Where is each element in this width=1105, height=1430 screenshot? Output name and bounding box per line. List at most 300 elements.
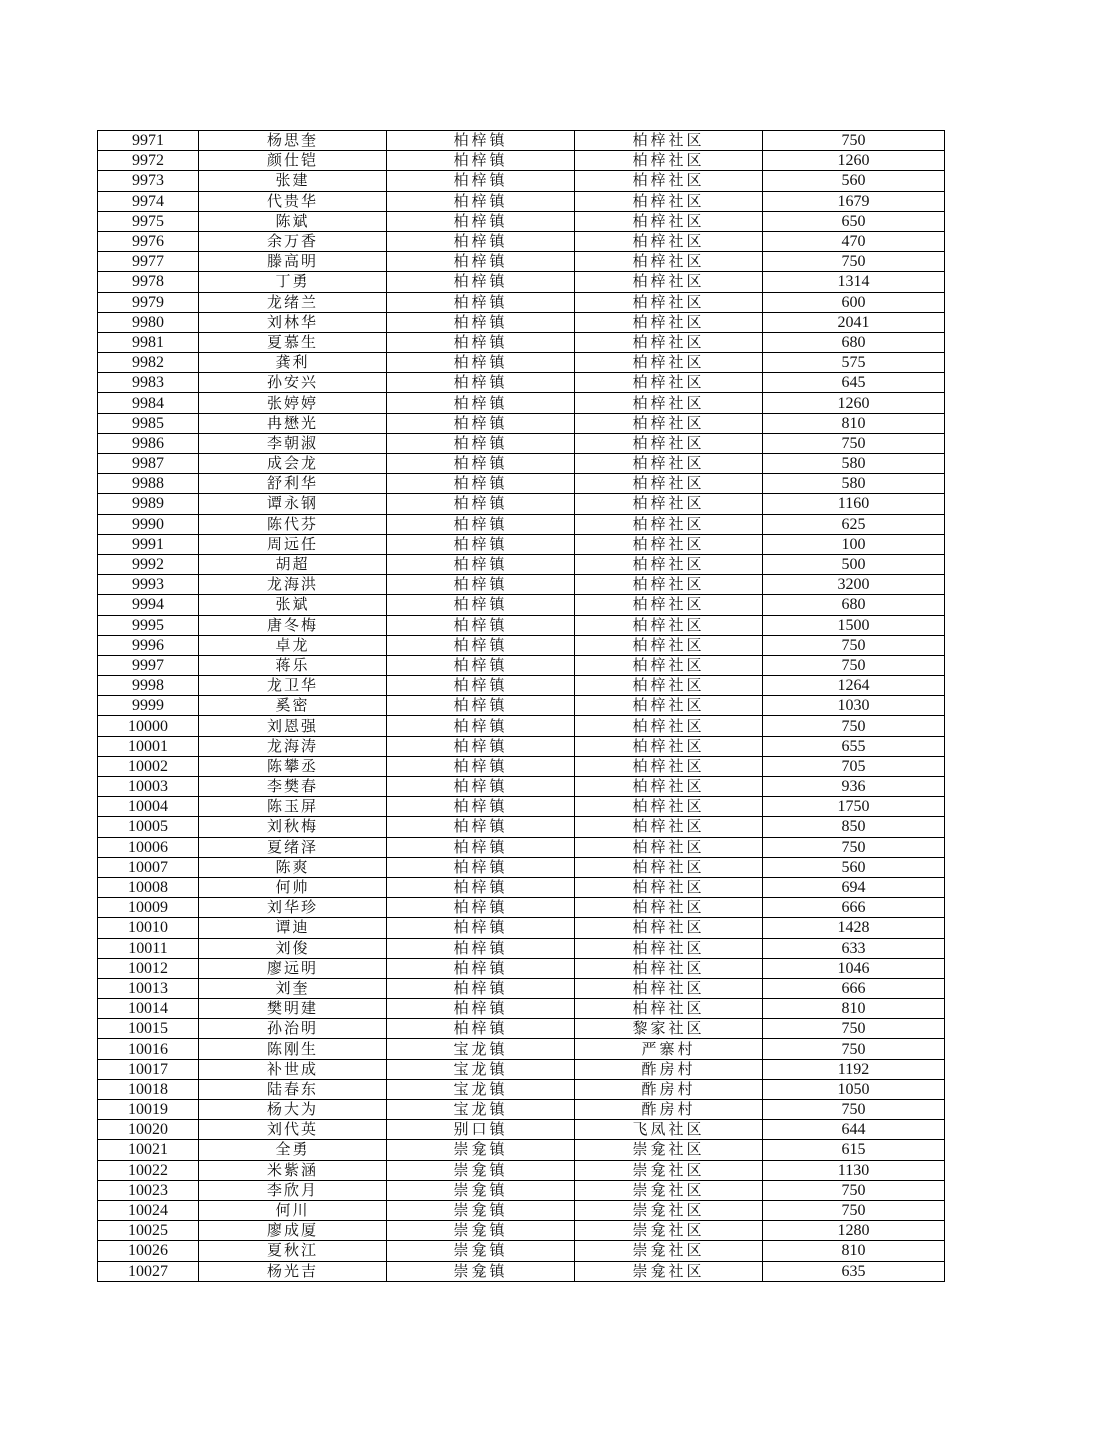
table-row [98, 898, 945, 918]
town-cell: 柏梓镇 [387, 797, 575, 817]
serial-number-cell: 9976 [98, 231, 199, 251]
person-name-cell: 刘林华 [199, 312, 387, 332]
community-cell: 柏梓社区 [575, 151, 763, 171]
town-cell: 柏梓镇 [387, 756, 575, 776]
serial-number-cell: 9975 [98, 211, 199, 231]
serial-number-cell: 10022 [98, 1160, 199, 1180]
community-cell: 柏梓社区 [575, 252, 763, 272]
person-name-cell: 谭迪 [199, 918, 387, 938]
table-row [98, 433, 945, 453]
person-name-cell: 杨大为 [199, 1100, 387, 1120]
table-row [98, 777, 945, 797]
person-name-cell: 代贵华 [199, 191, 387, 211]
town-cell: 柏梓镇 [387, 877, 575, 897]
serial-number-cell: 10002 [98, 756, 199, 776]
serial-number-cell: 10000 [98, 716, 199, 736]
person-name-cell: 陈玉屏 [199, 797, 387, 817]
serial-number-cell: 10004 [98, 797, 199, 817]
community-cell: 严寨村 [575, 1039, 763, 1059]
person-name-cell: 樊明建 [199, 999, 387, 1019]
town-cell: 柏梓镇 [387, 211, 575, 231]
person-name-cell: 龙绪兰 [199, 292, 387, 312]
serial-number-cell: 9985 [98, 413, 199, 433]
serial-number-cell: 10016 [98, 1039, 199, 1059]
community-cell: 柏梓社区 [575, 433, 763, 453]
table-row [98, 918, 945, 938]
table-row [98, 857, 945, 877]
serial-number-cell: 10007 [98, 857, 199, 877]
serial-number-cell: 10017 [98, 1059, 199, 1079]
amount-cell: 633 [763, 938, 945, 958]
person-name-cell: 陈刚生 [199, 1039, 387, 1059]
community-cell: 柏梓社区 [575, 635, 763, 655]
town-cell: 柏梓镇 [387, 696, 575, 716]
table-row [98, 292, 945, 312]
community-cell: 柏梓社区 [575, 272, 763, 292]
person-name-cell: 蒋乐 [199, 655, 387, 675]
amount-cell: 560 [763, 171, 945, 191]
community-cell: 柏梓社区 [575, 554, 763, 574]
town-cell: 柏梓镇 [387, 817, 575, 837]
amount-cell: 644 [763, 1120, 945, 1140]
community-cell: 柏梓社区 [575, 373, 763, 393]
person-name-cell: 张斌 [199, 595, 387, 615]
person-name-cell: 奚密 [199, 696, 387, 716]
town-cell: 柏梓镇 [387, 151, 575, 171]
town-cell: 崇龛镇 [387, 1200, 575, 1220]
amount-cell: 625 [763, 514, 945, 534]
table-row [98, 494, 945, 514]
person-name-cell: 刘奎 [199, 978, 387, 998]
town-cell: 宝龙镇 [387, 1059, 575, 1079]
community-cell: 黎家社区 [575, 1019, 763, 1039]
amount-cell: 560 [763, 857, 945, 877]
table-row [98, 1100, 945, 1120]
amount-cell: 1750 [763, 797, 945, 817]
town-cell: 崇龛镇 [387, 1221, 575, 1241]
community-cell: 崇龛社区 [575, 1140, 763, 1160]
table-row [98, 272, 945, 292]
town-cell: 柏梓镇 [387, 292, 575, 312]
amount-cell: 600 [763, 292, 945, 312]
amount-cell: 666 [763, 898, 945, 918]
table-row [98, 797, 945, 817]
amount-cell: 666 [763, 978, 945, 998]
table-row [98, 978, 945, 998]
community-cell: 柏梓社区 [575, 413, 763, 433]
person-name-cell: 孙安兴 [199, 373, 387, 393]
community-cell: 柏梓社区 [575, 494, 763, 514]
serial-number-cell: 10026 [98, 1241, 199, 1261]
town-cell: 柏梓镇 [387, 655, 575, 675]
town-cell: 柏梓镇 [387, 272, 575, 292]
person-name-cell: 舒利华 [199, 474, 387, 494]
table-row [98, 1019, 945, 1039]
amount-cell: 810 [763, 413, 945, 433]
serial-number-cell: 10001 [98, 736, 199, 756]
serial-number-cell: 10003 [98, 777, 199, 797]
community-cell: 柏梓社区 [575, 474, 763, 494]
town-cell: 柏梓镇 [387, 554, 575, 574]
amount-cell: 850 [763, 817, 945, 837]
town-cell: 柏梓镇 [387, 918, 575, 938]
serial-number-cell: 9990 [98, 514, 199, 534]
serial-number-cell: 10025 [98, 1221, 199, 1241]
community-cell: 柏梓社区 [575, 999, 763, 1019]
town-cell: 柏梓镇 [387, 494, 575, 514]
community-cell: 柏梓社区 [575, 676, 763, 696]
person-name-cell: 周远任 [199, 534, 387, 554]
town-cell: 柏梓镇 [387, 191, 575, 211]
person-name-cell: 陆春东 [199, 1079, 387, 1099]
serial-number-cell: 9988 [98, 474, 199, 494]
community-cell: 崇龛社区 [575, 1261, 763, 1281]
community-cell: 柏梓社区 [575, 898, 763, 918]
person-name-cell: 杨思奎 [199, 131, 387, 151]
community-cell: 柏梓社区 [575, 615, 763, 635]
amount-cell: 750 [763, 433, 945, 453]
community-cell: 柏梓社区 [575, 655, 763, 675]
person-name-cell: 谭永钢 [199, 494, 387, 514]
table-row [98, 1160, 945, 1180]
person-name-cell: 余万香 [199, 231, 387, 251]
community-cell: 柏梓社区 [575, 312, 763, 332]
serial-number-cell: 9984 [98, 393, 199, 413]
table-row [98, 635, 945, 655]
serial-number-cell: 9981 [98, 332, 199, 352]
serial-number-cell: 10023 [98, 1180, 199, 1200]
person-name-cell: 夏绪泽 [199, 837, 387, 857]
town-cell: 柏梓镇 [387, 958, 575, 978]
person-name-cell: 陈攀丞 [199, 756, 387, 776]
amount-cell: 750 [763, 131, 945, 151]
person-name-cell: 陈代芬 [199, 514, 387, 534]
community-cell: 柏梓社区 [575, 191, 763, 211]
community-cell: 柏梓社区 [575, 211, 763, 231]
community-cell: 酢房村 [575, 1100, 763, 1120]
community-cell: 崇龛社区 [575, 1221, 763, 1241]
amount-cell: 1160 [763, 494, 945, 514]
table-row [98, 1059, 945, 1079]
table-row [98, 413, 945, 433]
community-cell: 柏梓社区 [575, 231, 763, 251]
serial-number-cell: 10005 [98, 817, 199, 837]
serial-number-cell: 9972 [98, 151, 199, 171]
person-name-cell: 李樊春 [199, 777, 387, 797]
town-cell: 柏梓镇 [387, 171, 575, 191]
community-cell: 柏梓社区 [575, 454, 763, 474]
community-cell: 柏梓社区 [575, 938, 763, 958]
person-name-cell: 孙治明 [199, 1019, 387, 1039]
serial-number-cell: 9973 [98, 171, 199, 191]
amount-cell: 810 [763, 1241, 945, 1261]
table-row [98, 514, 945, 534]
table-row [98, 1079, 945, 1099]
person-name-cell: 李朝淑 [199, 433, 387, 453]
amount-cell: 580 [763, 474, 945, 494]
town-cell: 柏梓镇 [387, 938, 575, 958]
person-name-cell: 刘华珍 [199, 898, 387, 918]
town-cell: 柏梓镇 [387, 131, 575, 151]
table-row [98, 756, 945, 776]
serial-number-cell: 9974 [98, 191, 199, 211]
town-cell: 崇龛镇 [387, 1180, 575, 1200]
amount-cell: 500 [763, 554, 945, 574]
serial-number-cell: 10027 [98, 1261, 199, 1281]
serial-number-cell: 9994 [98, 595, 199, 615]
person-name-cell: 龚利 [199, 353, 387, 373]
town-cell: 柏梓镇 [387, 716, 575, 736]
community-cell: 柏梓社区 [575, 131, 763, 151]
table-row [98, 716, 945, 736]
town-cell: 柏梓镇 [387, 252, 575, 272]
serial-number-cell: 10018 [98, 1079, 199, 1099]
amount-cell: 1314 [763, 272, 945, 292]
community-cell: 崇龛社区 [575, 1241, 763, 1261]
community-cell: 柏梓社区 [575, 857, 763, 877]
serial-number-cell: 10011 [98, 938, 199, 958]
table-row [98, 595, 945, 615]
amount-cell: 1030 [763, 696, 945, 716]
table-row [98, 373, 945, 393]
town-cell: 柏梓镇 [387, 676, 575, 696]
table-row [98, 1200, 945, 1220]
town-cell: 柏梓镇 [387, 898, 575, 918]
table-row [98, 1039, 945, 1059]
town-cell: 柏梓镇 [387, 615, 575, 635]
serial-number-cell: 10013 [98, 978, 199, 998]
amount-cell: 1679 [763, 191, 945, 211]
amount-cell: 750 [763, 1039, 945, 1059]
community-cell: 柏梓社区 [575, 514, 763, 534]
table-row [98, 151, 945, 171]
community-cell: 崇龛社区 [575, 1180, 763, 1200]
community-cell: 柏梓社区 [575, 958, 763, 978]
town-cell: 宝龙镇 [387, 1079, 575, 1099]
amount-cell: 1050 [763, 1079, 945, 1099]
amount-cell: 810 [763, 999, 945, 1019]
amount-cell: 705 [763, 756, 945, 776]
serial-number-cell: 9999 [98, 696, 199, 716]
table-row [98, 655, 945, 675]
serial-number-cell: 10008 [98, 877, 199, 897]
amount-cell: 100 [763, 534, 945, 554]
town-cell: 柏梓镇 [387, 474, 575, 494]
serial-number-cell: 9989 [98, 494, 199, 514]
person-name-cell: 冉懋光 [199, 413, 387, 433]
community-cell: 柏梓社区 [575, 393, 763, 413]
serial-number-cell: 9987 [98, 454, 199, 474]
amount-cell: 615 [763, 1140, 945, 1160]
amount-cell: 694 [763, 877, 945, 897]
community-cell: 柏梓社区 [575, 817, 763, 837]
community-cell: 柏梓社区 [575, 534, 763, 554]
person-name-cell: 胡超 [199, 554, 387, 574]
table-row [98, 353, 945, 373]
table-row [98, 231, 945, 251]
community-cell: 柏梓社区 [575, 736, 763, 756]
community-cell: 柏梓社区 [575, 877, 763, 897]
community-cell: 崇龛社区 [575, 1160, 763, 1180]
person-name-cell: 唐冬梅 [199, 615, 387, 635]
person-name-cell: 刘代英 [199, 1120, 387, 1140]
town-cell: 柏梓镇 [387, 635, 575, 655]
table-row [98, 393, 945, 413]
town-cell: 柏梓镇 [387, 514, 575, 534]
community-cell: 柏梓社区 [575, 575, 763, 595]
town-cell: 柏梓镇 [387, 978, 575, 998]
town-cell: 宝龙镇 [387, 1039, 575, 1059]
amount-cell: 635 [763, 1261, 945, 1281]
amount-cell: 750 [763, 252, 945, 272]
community-cell: 柏梓社区 [575, 797, 763, 817]
amount-cell: 2041 [763, 312, 945, 332]
community-cell: 飞凤社区 [575, 1120, 763, 1140]
town-cell: 柏梓镇 [387, 332, 575, 352]
town-cell: 柏梓镇 [387, 837, 575, 857]
table-row [98, 252, 945, 272]
amount-cell: 936 [763, 777, 945, 797]
table-row [98, 1180, 945, 1200]
town-cell: 柏梓镇 [387, 777, 575, 797]
town-cell: 崇龛镇 [387, 1140, 575, 1160]
table-row [98, 877, 945, 897]
town-cell: 柏梓镇 [387, 595, 575, 615]
amount-cell: 680 [763, 595, 945, 615]
amount-cell: 750 [763, 1100, 945, 1120]
table-row [98, 312, 945, 332]
amount-cell: 750 [763, 655, 945, 675]
serial-number-cell: 9983 [98, 373, 199, 393]
person-name-cell: 夏秋江 [199, 1241, 387, 1261]
amount-cell: 1046 [763, 958, 945, 978]
serial-number-cell: 9995 [98, 615, 199, 635]
amount-cell: 750 [763, 1200, 945, 1220]
table-row [98, 1140, 945, 1160]
town-cell: 柏梓镇 [387, 312, 575, 332]
community-cell: 酢房村 [575, 1079, 763, 1099]
table-row [98, 999, 945, 1019]
town-cell: 柏梓镇 [387, 393, 575, 413]
table-row [98, 676, 945, 696]
amount-cell: 680 [763, 332, 945, 352]
amount-cell: 750 [763, 1180, 945, 1200]
person-name-cell: 龙卫华 [199, 676, 387, 696]
person-name-cell: 陈爽 [199, 857, 387, 877]
table-row [98, 696, 945, 716]
serial-number-cell: 9977 [98, 252, 199, 272]
community-cell: 柏梓社区 [575, 918, 763, 938]
town-cell: 柏梓镇 [387, 413, 575, 433]
serial-number-cell: 9982 [98, 353, 199, 373]
community-cell: 崇龛社区 [575, 1200, 763, 1220]
table-row [98, 554, 945, 574]
amount-cell: 575 [763, 353, 945, 373]
amount-cell: 580 [763, 454, 945, 474]
person-name-cell: 刘秋梅 [199, 817, 387, 837]
community-cell: 柏梓社区 [575, 595, 763, 615]
town-cell: 柏梓镇 [387, 353, 575, 373]
town-cell: 柏梓镇 [387, 534, 575, 554]
person-name-cell: 廖成厦 [199, 1221, 387, 1241]
serial-number-cell: 10009 [98, 898, 199, 918]
serial-number-cell: 9997 [98, 655, 199, 675]
community-cell: 柏梓社区 [575, 978, 763, 998]
amount-cell: 1192 [763, 1059, 945, 1079]
table-row [98, 817, 945, 837]
table-row [98, 454, 945, 474]
person-name-cell: 廖远明 [199, 958, 387, 978]
amount-cell: 1260 [763, 151, 945, 171]
serial-number-cell: 9998 [98, 676, 199, 696]
table-row [98, 1261, 945, 1281]
community-cell: 柏梓社区 [575, 332, 763, 352]
town-cell: 柏梓镇 [387, 736, 575, 756]
amount-cell: 750 [763, 837, 945, 857]
community-cell: 柏梓社区 [575, 292, 763, 312]
serial-number-cell: 10020 [98, 1120, 199, 1140]
serial-number-cell: 10019 [98, 1100, 199, 1120]
table-row [98, 534, 945, 554]
community-cell: 酢房村 [575, 1059, 763, 1079]
amount-cell: 750 [763, 1019, 945, 1039]
amount-cell: 470 [763, 231, 945, 251]
community-cell: 柏梓社区 [575, 837, 763, 857]
town-cell: 柏梓镇 [387, 373, 575, 393]
person-name-cell: 卓龙 [199, 635, 387, 655]
serial-number-cell: 10014 [98, 999, 199, 1019]
table-row [98, 131, 945, 151]
serial-number-cell: 9993 [98, 575, 199, 595]
table-row [98, 332, 945, 352]
town-cell: 柏梓镇 [387, 433, 575, 453]
amount-cell: 1280 [763, 1221, 945, 1241]
person-name-cell: 滕高明 [199, 252, 387, 272]
serial-number-cell: 9978 [98, 272, 199, 292]
table-row [98, 938, 945, 958]
serial-number-cell: 10006 [98, 837, 199, 857]
table-row [98, 958, 945, 978]
person-name-cell: 张建 [199, 171, 387, 191]
town-cell: 柏梓镇 [387, 999, 575, 1019]
table-row [98, 1241, 945, 1261]
serial-number-cell: 9980 [98, 312, 199, 332]
table-row [98, 575, 945, 595]
serial-number-cell: 10012 [98, 958, 199, 978]
serial-number-cell: 10015 [98, 1019, 199, 1039]
community-cell: 柏梓社区 [575, 777, 763, 797]
amount-cell: 1264 [763, 676, 945, 696]
serial-number-cell: 9992 [98, 554, 199, 574]
town-cell: 柏梓镇 [387, 231, 575, 251]
person-name-cell: 颜仕铠 [199, 151, 387, 171]
serial-number-cell: 9971 [98, 131, 199, 151]
table-row [98, 615, 945, 635]
serial-number-cell: 9991 [98, 534, 199, 554]
person-name-cell: 丁勇 [199, 272, 387, 292]
table-row [98, 171, 945, 191]
community-cell: 柏梓社区 [575, 171, 763, 191]
amount-cell: 1260 [763, 393, 945, 413]
amount-cell: 750 [763, 635, 945, 655]
person-name-cell: 成会龙 [199, 454, 387, 474]
person-name-cell: 米紫涵 [199, 1160, 387, 1180]
town-cell: 柏梓镇 [387, 454, 575, 474]
community-cell: 柏梓社区 [575, 716, 763, 736]
person-name-cell: 龙海涛 [199, 736, 387, 756]
amount-cell: 645 [763, 373, 945, 393]
person-name-cell: 夏慕生 [199, 332, 387, 352]
